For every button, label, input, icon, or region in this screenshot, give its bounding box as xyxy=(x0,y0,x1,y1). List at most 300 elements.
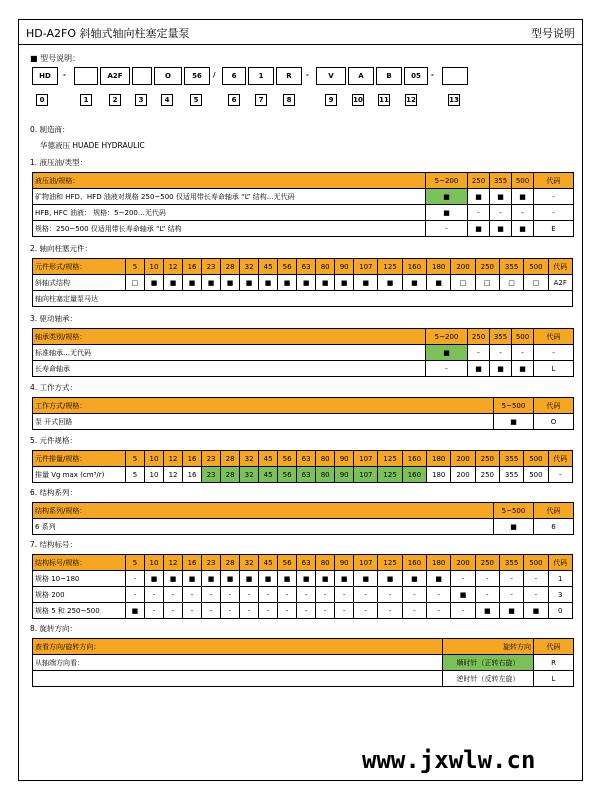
position-number: 13 xyxy=(449,96,459,104)
table-cell: ■ xyxy=(451,587,475,603)
table-row xyxy=(33,205,574,221)
table-row xyxy=(33,571,573,587)
table-cell: 规格 10~180 xyxy=(33,571,126,587)
position-number: 8 xyxy=(283,94,295,106)
table-cell: E xyxy=(534,221,574,237)
table-cell: □ xyxy=(524,275,548,291)
table-row xyxy=(33,221,574,237)
table-operation xyxy=(32,397,574,430)
table-cell: ■ xyxy=(426,189,468,205)
header-cell: 80 xyxy=(316,259,335,275)
header-cell: 63 xyxy=(297,259,316,275)
table-header-row xyxy=(33,329,574,345)
code-box: A xyxy=(348,67,374,85)
table-cell: - xyxy=(240,603,259,619)
code-sep: / xyxy=(213,71,216,79)
table-cell: 顺时针（正转右旋） xyxy=(443,655,534,671)
table-header-row xyxy=(33,259,573,275)
header-cell: 80 xyxy=(316,451,335,467)
header-cell: 5~500 xyxy=(494,503,534,519)
table-cell: - xyxy=(499,587,523,603)
table-cell: ■ xyxy=(297,275,316,291)
header-cell: 250 xyxy=(468,173,490,189)
header-cell: 200 xyxy=(451,555,475,571)
table-row xyxy=(33,275,573,291)
code-box: V xyxy=(316,67,346,85)
header-cell: 63 xyxy=(297,555,316,571)
table-element xyxy=(32,258,573,307)
table-cell: 5 xyxy=(125,467,144,483)
table-cell: - xyxy=(475,571,499,587)
section-title: 3. 驱动轴承： xyxy=(30,314,78,323)
table-cell xyxy=(33,671,443,687)
code-box: O xyxy=(154,67,182,85)
table-cell: 80 xyxy=(316,467,335,483)
table-cell: ■ xyxy=(316,275,335,291)
section-title: 8. 旋转方向： xyxy=(30,624,78,633)
table-row xyxy=(33,345,574,361)
manufacturer-name: 华德液压 HUADE HYDRAULIC xyxy=(40,141,145,150)
header-cell: 元件排量/规格： xyxy=(33,451,126,467)
code-box: 1 xyxy=(248,67,274,85)
table-cell: ■ xyxy=(499,603,523,619)
header-cell: 代码 xyxy=(534,639,574,655)
position-number: 5 xyxy=(190,94,202,106)
table-cell: ■ xyxy=(468,221,490,237)
table-cell: ■ xyxy=(490,361,512,377)
table-cell: L xyxy=(534,671,574,687)
header-cell: 代码 xyxy=(548,555,572,571)
table-cell: 泵 开式回路 xyxy=(33,414,494,430)
code-box: HD xyxy=(32,67,58,85)
header-cell: 32 xyxy=(240,451,259,467)
header-cell: 代码 xyxy=(548,259,572,275)
table-cell: O xyxy=(534,414,574,430)
table-cell: - xyxy=(402,587,426,603)
header-cell: 12 xyxy=(164,451,183,467)
table-cell: - xyxy=(451,603,475,619)
table-cell: - xyxy=(125,587,144,603)
table-cell: - xyxy=(145,603,164,619)
table-cell: ■ xyxy=(183,571,202,587)
table-row xyxy=(33,189,574,205)
table-cell: - xyxy=(427,587,451,603)
table-header-row xyxy=(33,173,574,189)
table-cell: ■ xyxy=(145,571,164,587)
table-cell: 10 xyxy=(145,467,164,483)
table-cell: 矿物油和 HFD、HFD 油液对规格 250~500 仅适用带长寿命轴承 “L” 结构…无代码 xyxy=(33,189,426,205)
header-cell: 125 xyxy=(378,555,402,571)
table-cell: - xyxy=(316,587,335,603)
page-title: HD-A2FO 斜轴式轴向柱塞定量泵 xyxy=(26,27,190,40)
table-cell: ■ xyxy=(278,275,297,291)
header-cell: 500 xyxy=(524,451,548,467)
table-cell: 63 xyxy=(297,467,316,483)
table-cell: - xyxy=(335,603,354,619)
table-cell: - xyxy=(534,345,574,361)
code-box xyxy=(74,67,98,85)
header-cell: 5~200 xyxy=(426,329,468,345)
table-cell: 3 xyxy=(548,587,572,603)
table-cell: - xyxy=(125,571,144,587)
header-cell: 12 xyxy=(164,259,183,275)
table-cell: ■ xyxy=(354,275,378,291)
table-cell: - xyxy=(512,345,534,361)
header-cell: 107 xyxy=(354,259,378,275)
table-cell: ■ xyxy=(240,275,259,291)
header-cell: 10 xyxy=(145,451,164,467)
table-cell: ■ xyxy=(202,571,221,587)
header-cell: 500 xyxy=(512,173,534,189)
header-cell: 500 xyxy=(512,329,534,345)
page-subtitle: 型号说明 xyxy=(531,27,575,40)
table-cell: ■ xyxy=(164,275,183,291)
header-cell: 90 xyxy=(335,259,354,275)
header-cell: 107 xyxy=(354,555,378,571)
header-cell: 23 xyxy=(202,451,221,467)
header-cell: 355 xyxy=(499,259,523,275)
table-cell: ■ xyxy=(402,571,426,587)
table-cell: - xyxy=(259,603,278,619)
header-cell: 28 xyxy=(221,451,240,467)
table-cell: - xyxy=(512,205,534,221)
table-cell: - xyxy=(202,587,221,603)
header-cell: 代码 xyxy=(534,173,574,189)
table-cell: - xyxy=(259,587,278,603)
table-cell: - xyxy=(402,603,426,619)
header-cell: 355 xyxy=(490,173,512,189)
table-cell: ■ xyxy=(164,571,183,587)
header-cell: 125 xyxy=(378,259,402,275)
header-cell: 5 xyxy=(125,555,144,571)
header-cell: 16 xyxy=(183,555,202,571)
header-cell: 250 xyxy=(475,451,499,467)
table-cell: - xyxy=(490,205,512,221)
table-cell: 90 xyxy=(335,467,354,483)
table-cell: ■ xyxy=(297,571,316,587)
table-cell: - xyxy=(426,361,468,377)
table-row xyxy=(33,414,574,430)
section-title: 2. 轴向柱塞元件： xyxy=(30,244,93,253)
header-cell: 10 xyxy=(145,259,164,275)
header-cell: 45 xyxy=(259,259,278,275)
table-cell: - xyxy=(490,345,512,361)
table-cell: - xyxy=(468,345,490,361)
header-cell: 45 xyxy=(259,555,278,571)
table-cell: - xyxy=(451,571,475,587)
table-cell: 355 xyxy=(499,467,523,483)
header-cell: 32 xyxy=(240,555,259,571)
table-row xyxy=(33,603,573,619)
header-cell: 16 xyxy=(183,451,202,467)
table-cell: 32 xyxy=(240,467,259,483)
table-cell: - xyxy=(354,603,378,619)
table-cell: ■ xyxy=(378,571,402,587)
table-cell: ■ xyxy=(145,275,164,291)
watermark: www.jxwlw.cn xyxy=(362,746,536,774)
header-cell: 旋转方向 xyxy=(443,639,534,655)
table-cell: ■ xyxy=(278,571,297,587)
header-cell: 180 xyxy=(427,259,451,275)
table-cell: ■ xyxy=(378,275,402,291)
table-cell: - xyxy=(183,603,202,619)
code-box: R xyxy=(276,67,302,85)
table-cell: A2F xyxy=(548,275,572,291)
table-cell: ■ xyxy=(427,571,451,587)
table-cell: 28 xyxy=(221,467,240,483)
code-box: 6 xyxy=(222,67,246,85)
section-title: 4. 工作方式： xyxy=(30,383,78,392)
table-cell: - xyxy=(534,189,574,205)
header-cell: 107 xyxy=(354,451,378,467)
code-heading: ■ 型号说明： xyxy=(30,54,81,63)
header-cell: 元件形式/规格： xyxy=(33,259,126,275)
page-header xyxy=(18,19,583,45)
table-cell: 规格 5 和 250~500 xyxy=(33,603,126,619)
position-number: 3 xyxy=(135,94,147,106)
header-cell: 180 xyxy=(427,555,451,571)
table-cell: ■ xyxy=(524,603,548,619)
header-cell: 代码 xyxy=(534,329,574,345)
table-row xyxy=(33,361,574,377)
table-row xyxy=(33,671,574,687)
header-cell: 355 xyxy=(499,555,523,571)
position-number: 0 xyxy=(36,94,48,106)
code-box xyxy=(442,67,468,85)
table-cell: - xyxy=(426,221,468,237)
header-cell: 250 xyxy=(475,555,499,571)
table-note: 轴向柱塞定量泵马达 xyxy=(33,291,573,307)
header-cell: 355 xyxy=(490,329,512,345)
table-cell: ■ xyxy=(259,275,278,291)
table-cell: 长寿命轴承 xyxy=(33,361,426,377)
table-row xyxy=(33,291,573,307)
position-number: 2 xyxy=(109,94,121,106)
table-cell: 16 xyxy=(183,467,202,483)
table-bearing xyxy=(32,328,574,377)
table-cell: ■ xyxy=(512,189,534,205)
position-number: 4 xyxy=(161,94,173,106)
table-cell: ■ xyxy=(354,571,378,587)
table-cell: - xyxy=(475,587,499,603)
header-cell: 结构标号/规格： xyxy=(33,555,126,571)
table-cell: 6 系列 xyxy=(33,519,494,535)
table-row xyxy=(33,519,574,535)
table-size xyxy=(32,450,573,483)
header-cell: 查看方向/旋转方向： xyxy=(33,639,443,655)
table-series xyxy=(32,502,574,535)
table-cell: ■ xyxy=(335,571,354,587)
code-box: A2F xyxy=(100,67,130,85)
table-cell: - xyxy=(164,587,183,603)
header-cell: 32 xyxy=(240,259,259,275)
header-cell: 工作方式/规格： xyxy=(33,398,494,414)
code-box xyxy=(132,67,152,85)
header-cell: 12 xyxy=(164,555,183,571)
position-number: 9 xyxy=(325,94,337,106)
table-cell: ■ xyxy=(494,519,534,535)
header-cell: 160 xyxy=(402,451,426,467)
table-cell: - xyxy=(221,587,240,603)
table-cell: - xyxy=(499,571,523,587)
position-number: 1 xyxy=(80,94,92,106)
section-title: 6. 结构系列： xyxy=(30,488,78,497)
header-cell: 500 xyxy=(524,259,548,275)
table-cell: ■ xyxy=(475,603,499,619)
table-cell: - xyxy=(335,587,354,603)
header-cell: 结构系列/规格： xyxy=(33,503,494,519)
position-number: 11 xyxy=(379,96,389,104)
code-box: 56 xyxy=(184,67,210,85)
table-cell: ■ xyxy=(512,221,534,237)
table-cell: - xyxy=(316,603,335,619)
table-cell: ■ xyxy=(426,345,468,361)
table-cell: ■ xyxy=(259,571,278,587)
table-cell: ■ xyxy=(494,414,534,430)
header-cell: 56 xyxy=(278,555,297,571)
header-cell: 180 xyxy=(427,451,451,467)
table-cell: 200 xyxy=(451,467,475,483)
table-cell: - xyxy=(278,587,297,603)
section-title: 5. 元件规格： xyxy=(30,436,78,445)
table-cell: 12 xyxy=(164,467,183,483)
code-box: B xyxy=(376,67,402,85)
table-cell: R xyxy=(534,655,574,671)
header-cell: 56 xyxy=(278,259,297,275)
table-cell: 0 xyxy=(548,603,572,619)
header-cell: 90 xyxy=(335,555,354,571)
table-cell: □ xyxy=(475,275,499,291)
header-cell: 250 xyxy=(468,329,490,345)
position-number: 10 xyxy=(353,96,363,104)
table-cell: ■ xyxy=(335,275,354,291)
table-cell: - xyxy=(427,603,451,619)
table-cell: - xyxy=(297,587,316,603)
table-cell: 排量 Vg max (cm³/r) xyxy=(33,467,126,483)
header-cell: 28 xyxy=(221,555,240,571)
position-number: 7 xyxy=(255,94,267,106)
table-cell: ■ xyxy=(490,189,512,205)
code-box: 05 xyxy=(404,67,428,85)
table-cell: - xyxy=(202,603,221,619)
table-cell: 56 xyxy=(278,467,297,483)
table-row xyxy=(33,467,573,483)
table-cell: - xyxy=(183,587,202,603)
header-cell: 200 xyxy=(451,259,475,275)
table-cell: 1 xyxy=(548,571,572,587)
header-cell: 160 xyxy=(402,259,426,275)
table-cell: 160 xyxy=(402,467,426,483)
table-cell: ■ xyxy=(240,571,259,587)
table-cell: - xyxy=(278,603,297,619)
header-cell: 代码 xyxy=(534,503,574,519)
table-cell: ■ xyxy=(183,275,202,291)
table-cell: 45 xyxy=(259,467,278,483)
header-cell: 5 xyxy=(125,451,144,467)
header-cell: 23 xyxy=(202,259,221,275)
header-cell: 160 xyxy=(402,555,426,571)
table-rotation xyxy=(32,638,574,687)
table-cell: 107 xyxy=(354,467,378,483)
table-cell: - xyxy=(468,205,490,221)
table-cell: ■ xyxy=(316,571,335,587)
table-cell: 6 xyxy=(534,519,574,535)
table-cell: 规格：250~500 仅适用带长寿命轴承 “L” 结构 xyxy=(33,221,426,237)
table-cell: ■ xyxy=(427,275,451,291)
section-title: 7. 结构标号： xyxy=(30,540,78,549)
table-cell: ■ xyxy=(490,221,512,237)
table-cell: - xyxy=(164,603,183,619)
header-cell: 63 xyxy=(297,451,316,467)
table-cell: 标准轴承…无代码 xyxy=(33,345,426,361)
header-cell: 80 xyxy=(316,555,335,571)
table-header-row xyxy=(33,398,574,414)
table-cell: ■ xyxy=(426,205,468,221)
table-cell: L xyxy=(534,361,574,377)
header-cell: 250 xyxy=(475,259,499,275)
header-cell: 代码 xyxy=(534,398,574,414)
table-cell: 23 xyxy=(202,467,221,483)
header-cell: 10 xyxy=(145,555,164,571)
table-cell: - xyxy=(354,587,378,603)
table-cell: 逆时针（反转左旋） xyxy=(443,671,534,687)
table-cell: - xyxy=(240,587,259,603)
table-cell: - xyxy=(297,603,316,619)
table-cell: □ xyxy=(451,275,475,291)
table-cell: 规格 200 xyxy=(33,587,126,603)
header-cell: 5 xyxy=(125,259,144,275)
table-header-row xyxy=(33,555,573,571)
header-cell: 代码 xyxy=(548,451,572,467)
header-cell: 90 xyxy=(335,451,354,467)
table-cell: - xyxy=(524,587,548,603)
table-cell: □ xyxy=(125,275,144,291)
table-cell: ■ xyxy=(468,189,490,205)
table-cell: ■ xyxy=(202,275,221,291)
table-cell: - xyxy=(548,467,572,483)
section-title: 0. 制造商： xyxy=(30,125,70,134)
table-cell: HFB, HFC 油液： 规格：5~200…无代码 xyxy=(33,205,426,221)
header-cell: 125 xyxy=(378,451,402,467)
section-title: 1. 液压油/类型： xyxy=(30,158,88,167)
header-cell: 5~500 xyxy=(494,398,534,414)
header-cell: 23 xyxy=(202,555,221,571)
table-design xyxy=(32,554,573,619)
table-cell: 斜轴式结构 xyxy=(33,275,126,291)
header-cell: 轴承类别/规格： xyxy=(33,329,426,345)
table-header-row xyxy=(33,639,574,655)
code-sep: - xyxy=(306,71,309,79)
header-cell: 16 xyxy=(183,259,202,275)
table-row xyxy=(33,655,574,671)
header-cell: 45 xyxy=(259,451,278,467)
table-cell: 250 xyxy=(475,467,499,483)
table-cell: - xyxy=(534,205,574,221)
table-cell: ■ xyxy=(468,361,490,377)
header-cell: 28 xyxy=(221,259,240,275)
table-cell: □ xyxy=(499,275,523,291)
table-fluid xyxy=(32,172,574,237)
table-cell: 500 xyxy=(524,467,548,483)
table-cell: ■ xyxy=(221,571,240,587)
header-cell: 液压油/规格： xyxy=(33,173,426,189)
table-cell: 125 xyxy=(378,467,402,483)
header-cell: 5~200 xyxy=(426,173,468,189)
table-cell: 从轴端方向看： xyxy=(33,655,443,671)
table-cell: - xyxy=(524,571,548,587)
table-cell: - xyxy=(145,587,164,603)
position-number: 6 xyxy=(228,94,240,106)
